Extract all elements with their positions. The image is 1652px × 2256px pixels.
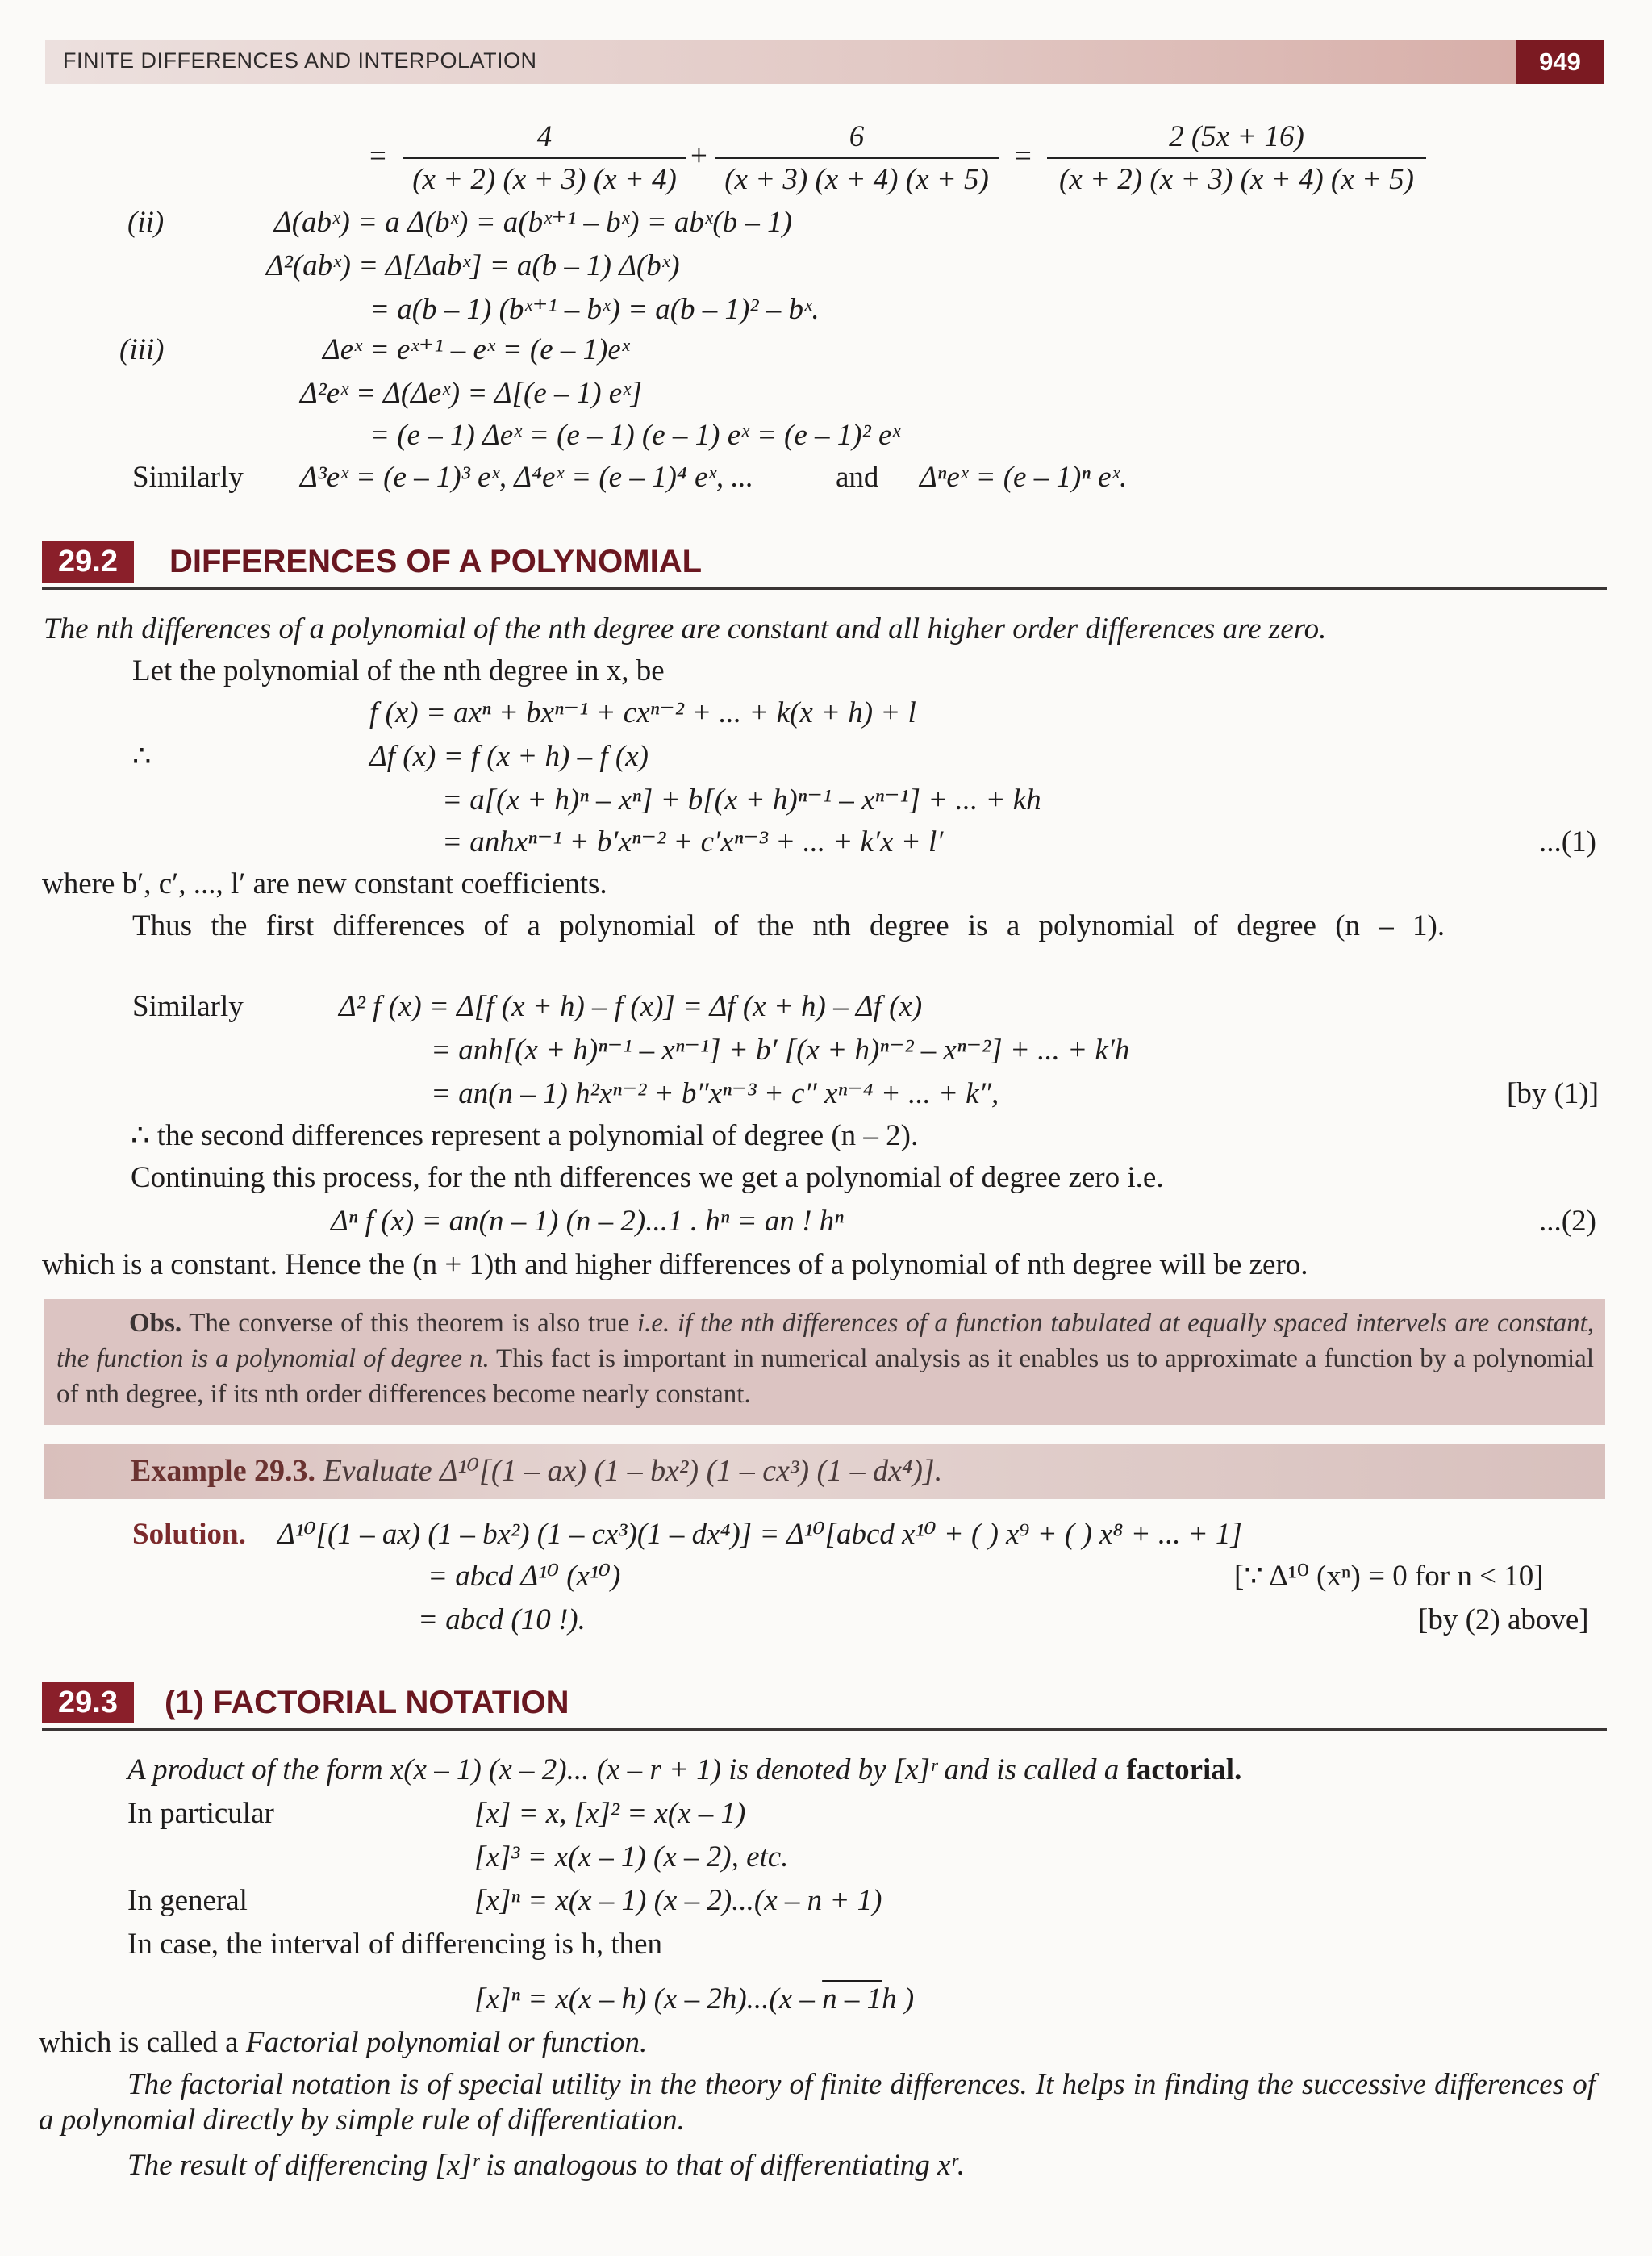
section-29-2-heading	[42, 541, 1607, 590]
fraction-1-denominator: (x + 2) (x + 3) (x + 4)	[403, 157, 686, 197]
part-ii-line1: Δ(abˣ) = a Δ(bˣ) = a(bˣ⁺¹ – bˣ) = abˣ(b – 1)	[274, 206, 792, 239]
running-title: FINITE DIFFERENCES AND INTERPOLATION	[63, 48, 537, 73]
particular-eq-2: [x]³ = x(x – 1) (x – 2), etc.	[474, 1840, 789, 1874]
fraction-2-numerator: 6	[849, 120, 865, 153]
similarly-eq: Δ³eˣ = (e – 1)³ eˣ, Δ⁴eˣ = (e – 1)⁴ eˣ, ...	[300, 461, 754, 494]
section-number: 29.2	[42, 541, 134, 583]
eq-dn: Δⁿ f (x) = an(n – 1) (n – 2)...1 . hⁿ = an ! hⁿ	[331, 1205, 844, 1238]
eq-d2: Δ² f (x) = Δ[f (x + h) – f (x)] = Δf (x + h) – Δf (x)	[339, 990, 923, 1023]
part-ii-line3: = a(b – 1) (bˣ⁺¹ – bˣ) = a(b – 1)² – bˣ.	[369, 293, 820, 326]
fraction-3	[1047, 119, 1426, 197]
in-particular-label: In particular	[127, 1797, 274, 1830]
section-number-2: 29.3	[42, 1682, 134, 1723]
obs-label: Obs.	[129, 1309, 182, 1338]
similarly-label-2: Similarly	[132, 990, 244, 1023]
solution-note-1: [∵ Δ¹⁰ (xⁿ) = 0 for n < 10]	[1234, 1560, 1544, 1593]
equation-tag-1: ...(1)	[1539, 825, 1596, 859]
solution-note-2: [by (2) above]	[1418, 1603, 1589, 1636]
second-differences-line: ∴ the second differences represent a polynomial of degree (n – 2).	[131, 1119, 919, 1152]
part-iii-line3: = (e – 1) Δeˣ = (e – 1) (e – 1) eˣ = (e – 1)² eˣ	[369, 419, 900, 452]
eq-df: Δf (x) = f (x + h) – f (x)	[369, 740, 649, 773]
example-label: Example 29.3.	[131, 1454, 316, 1488]
factorial-h-eq-b: h )	[882, 1982, 915, 2016]
particular-eq-1: [x] = x, [x]² = x(x – 1)	[474, 1797, 746, 1830]
in-case-line: In case, the interval of differencing is h, then	[127, 1928, 663, 1961]
eq-sign: =	[1015, 140, 1032, 173]
factorial-definition	[127, 1753, 1241, 1788]
obs-text-a: The converse of this theorem is also true	[189, 1309, 630, 1338]
eq-d2b: = anh[(x + h)ⁿ⁻¹ – xⁿ⁻¹] + b′ [(x + h)ⁿ⁻² – xⁿ⁻²] + ... + k′h	[431, 1034, 1130, 1067]
equation-tag-2: ...(2)	[1539, 1205, 1596, 1238]
eq-df3: = anhxⁿ⁻¹ + b′xⁿ⁻² + c′xⁿ⁻³ + ... + k′x + l′	[442, 825, 944, 859]
therefore-symbol: ∴	[132, 740, 152, 773]
section-29-3-heading	[42, 1682, 1607, 1731]
called-term: Factorial polynomial or function.	[245, 2026, 648, 2059]
solution-line3: = abcd (10 !).	[418, 1603, 586, 1636]
let-polynomial: Let the polynomial of the nth degree in x, be	[132, 654, 665, 687]
fraction-2-denominator: (x + 3) (x + 4) (x + 5)	[715, 157, 999, 197]
running-header	[45, 40, 1602, 84]
called-text: which is called a	[39, 2026, 239, 2059]
page-number: 949	[1516, 40, 1604, 84]
obs-text-ie: i.e.	[636, 1309, 670, 1338]
similarly-label: Similarly	[132, 461, 244, 494]
in-general-label: In general	[127, 1884, 248, 1917]
solution-line1: Δ¹⁰[(1 – ax) (1 – bx²) (1 – cx³)(1 – dx⁴)] = Δ¹⁰[abcd x¹⁰ + ( ) x⁹ + ( ) x⁸ + ... + 1]	[277, 1518, 1242, 1551]
and-word: and	[836, 461, 879, 494]
fraction-2	[715, 119, 999, 197]
observation-box	[44, 1299, 1605, 1425]
part-ii-label: (ii)	[127, 206, 165, 239]
obs-text-c: This fact is important in numerical analysis as it enables us to approximate a function by a polynomial of nth degree, if its nth order differences become nearly constant.	[56, 1344, 1594, 1409]
continuing-line: Continuing this process, for the nth differences we get a polynomial of degree zero i.e.	[131, 1161, 1164, 1194]
solution-line2: = abcd Δ¹⁰ (x¹⁰)	[428, 1560, 621, 1593]
fraction-1-numerator: 4	[536, 120, 553, 153]
called-line	[39, 2025, 647, 2061]
fraction-1	[403, 119, 686, 197]
section-title-2: (1) FACTORIAL NOTATION	[165, 1685, 569, 1720]
definition-term: factorial.	[1126, 1753, 1242, 1786]
eq-df2: = a[(x + h)ⁿ – xⁿ] + b[(x + h)ⁿ⁻¹ – xⁿ⁻¹] + ... + kh	[442, 783, 1041, 817]
eq-f: f (x) = axⁿ + bxⁿ⁻¹ + cxⁿ⁻² + ... + k(x + h) + l	[369, 696, 916, 729]
utility-paragraph: The factorial notation is of special utility in the theory of finite differences. It helps in finding the successive differences of a polynomial directly by simple rule of differentiation.	[39, 2068, 1596, 2137]
fraction-3-numerator: 2 (5x + 16)	[1169, 120, 1304, 153]
eq-d2c: = an(n – 1) h²xⁿ⁻² + b″xⁿ⁻³ + c″ xⁿ⁻⁴ + ... + k″,	[431, 1077, 999, 1110]
result-line: The result of differencing [x]ʳ is analogous to that of differentiating xʳ.	[127, 2149, 965, 2182]
theorem-statement: The nth differences of a polynomial of the nth degree are constant and all higher order differences are zero.	[44, 612, 1327, 645]
by-1-note: [by (1)]	[1507, 1077, 1600, 1110]
solution-label: Solution.	[132, 1518, 246, 1551]
plus-sign: +	[690, 140, 707, 173]
constant-line: which is a constant. Hence the (n + 1)th and higher differences of a polynomial of nth degree will be zero.	[42, 1248, 1308, 1281]
part-iii-line1: Δeˣ = eˣ⁺¹ – eˣ = (e – 1)eˣ	[323, 333, 630, 366]
section-title: DIFFERENCES OF A POLYNOMIAL	[169, 544, 703, 579]
thus-paragraph: Thus the first differences of a polynomial of the nth degree is a polynomial of degree (n – 1).	[132, 909, 1446, 942]
part-ii-line2: Δ²(abˣ) = Δ[Δabˣ] = a(b – 1) Δ(bˣ)	[266, 249, 680, 282]
factorial-h-eq-a: [x]ⁿ = x(x – h) (x – 2h)...(x –	[474, 1982, 815, 2016]
part-iii-label: (iii)	[119, 333, 165, 366]
example-heading	[131, 1452, 942, 1489]
general-eq: [x]ⁿ = x(x – 1) (x – 2)...(x – n + 1)	[474, 1884, 882, 1917]
example-text: Evaluate Δ¹⁰[(1 – ax) (1 – bx²) (1 – cx³) (1 – dx⁴)].	[323, 1454, 943, 1488]
factorial-h-eq-overline: n – 1	[822, 1982, 882, 2016]
observation-text	[56, 1306, 1594, 1412]
factorial-h-eq	[474, 1982, 914, 2017]
where-line: where b′, c′, ..., l′ are new constant coefficients.	[42, 867, 607, 900]
obs-text-b: if the nth differences of a function tabulated at equally spaced intervels are constant, the function is a polynomial of degree n.	[56, 1309, 1595, 1373]
eq-prefix: =	[369, 140, 386, 173]
similarly-eq2: Δⁿeˣ = (e – 1)ⁿ eˣ.	[920, 461, 1128, 494]
part-iii-line2: Δ²eˣ = Δ(Δeˣ) = Δ[(e – 1) eˣ]	[300, 377, 643, 410]
fraction-3-denominator: (x + 2) (x + 3) (x + 4) (x + 5)	[1047, 157, 1426, 197]
example-strip	[44, 1444, 1605, 1499]
definition-text: A product of the form x(x – 1) (x – 2)... (x – r + 1) is denoted by [x]ʳ and is called a	[127, 1753, 1120, 1786]
